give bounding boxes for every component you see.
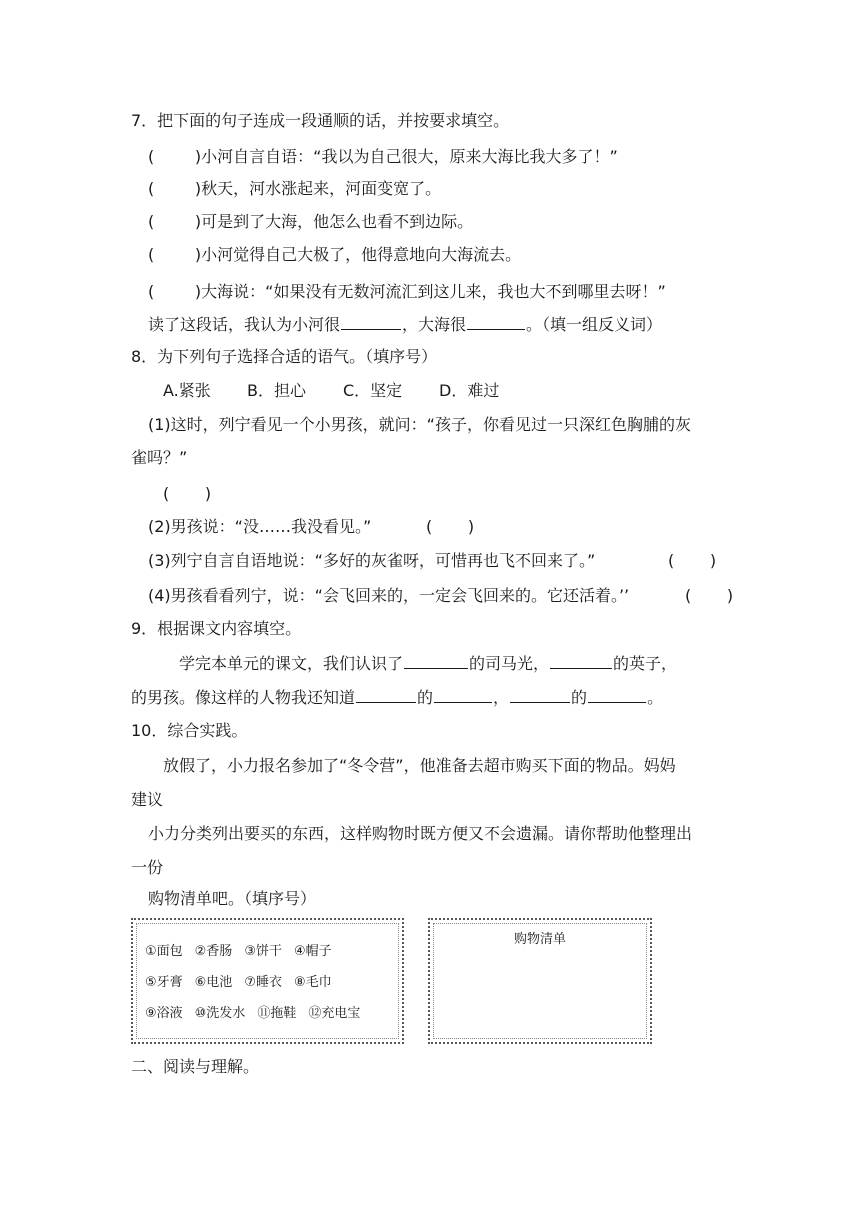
- q10-paragraph-3: 小力分类列出要买的东西，这样购物时既方便又不会遗漏。请你帮助他整理出: [148, 824, 693, 843]
- q7-summary: 读了这段话，我认为小河很 ，大海很 。（填一组反义词）: [148, 315, 663, 334]
- answer-blank[interactable]: [510, 686, 570, 703]
- shopping-list-title: 购物清单: [513, 932, 566, 947]
- option-b: B．担心: [247, 381, 306, 400]
- item: ⑧毛巾: [293, 975, 332, 990]
- answer-paren[interactable]: ( ): [426, 517, 475, 536]
- item: ④帽子: [293, 944, 332, 959]
- q7-item-3: ( )可是到了大海，他怎么也看不到边际。: [148, 212, 474, 231]
- answer-paren[interactable]: ( ): [668, 551, 717, 570]
- q9-line-1: 学完本单元的课文，我们认识了 的司马光， 的英子，: [179, 654, 678, 673]
- item: ⑤牙膏: [145, 975, 183, 990]
- item: ①面包: [145, 944, 183, 959]
- items-row-1: [145, 940, 344, 959]
- option-d: D．难过: [439, 381, 500, 400]
- q8-sentence-3: (3)列宁自言自语地说：“多好的灰雀呀，可惜再也飞不回来了。”: [148, 551, 596, 570]
- answer-paren[interactable]: ( ): [163, 484, 212, 503]
- q10-paragraph-2: 建议: [131, 790, 164, 809]
- items-box: [131, 918, 404, 1044]
- answer-blank[interactable]: [550, 652, 612, 669]
- q8-options: [163, 380, 499, 402]
- q10-title: 10．综合实践。: [131, 721, 248, 740]
- answer-paren[interactable]: ( ): [148, 282, 202, 301]
- q8-sentence-1-line1: (1)这时，列宁看见一个小男孩，就问：“孩子，你看见过一只深红色胸脯的灰: [148, 415, 691, 434]
- answer-blank[interactable]: [404, 652, 468, 669]
- item: ⑪拖鞋: [257, 1006, 297, 1021]
- q8-sentence-1-line2: 雀吗？”: [131, 448, 188, 467]
- section-2-heading: 二、阅读与理解。: [131, 1057, 260, 1076]
- item: ⑨浴液: [145, 1006, 183, 1021]
- items-row-3: [145, 1002, 372, 1021]
- answer-paren[interactable]: ( ): [148, 179, 202, 198]
- answer-paren[interactable]: ( ): [148, 245, 202, 264]
- item: ⑩洗发水: [194, 1006, 246, 1021]
- q8-sentence-4: (4)男孩看看列宁，说：“会飞回来的，一定会飞回来的。它还活着。’’: [148, 586, 630, 605]
- answer-blank[interactable]: [434, 686, 492, 703]
- answer-blank[interactable]: [341, 313, 401, 330]
- q10-paragraph-5: 购物清单吧。（填序号）: [148, 889, 317, 908]
- items-row-2: [145, 971, 344, 990]
- shopping-list-box[interactable]: [428, 918, 652, 1044]
- option-a: A.紧张: [163, 381, 211, 400]
- q10-paragraph-1: 放假了，小力报名参加了“冬令营”，他准备去超市购买下面的物品。妈妈: [163, 756, 676, 775]
- answer-blank[interactable]: [588, 686, 646, 703]
- option-c: C．坚定: [343, 381, 403, 400]
- q10-paragraph-4: 一份: [131, 858, 164, 877]
- item: ⑥电池: [194, 975, 233, 990]
- q8-sentence-2: (2)男孩说：“没……我没看见。”: [148, 517, 372, 536]
- q7-item-4: ( )小河觉得自己大极了，他得意地向大海流去。: [148, 245, 522, 264]
- item: ⑦睡衣: [244, 975, 282, 990]
- answer-paren[interactable]: ( ): [148, 147, 202, 166]
- q9-line-2: 的男孩。像这样的人物我还知道 的 ， 的 。: [131, 688, 664, 707]
- q9-title: 9．根据课文内容填空。: [131, 619, 302, 638]
- q7-item-1: ( )小河自言自语：“我以为自己很大，原来大海比我大多了！”: [148, 147, 618, 166]
- q8-title: 8．为下列句子选择合适的语气。（填序号）: [131, 347, 438, 366]
- item: ②香肠: [194, 944, 233, 959]
- answer-paren[interactable]: ( ): [685, 586, 734, 605]
- answer-blank[interactable]: [467, 313, 525, 330]
- answer-blank[interactable]: [356, 686, 416, 703]
- q7-title: 7．把下面的句子连成一段通顺的话，并按要求填空。: [131, 111, 510, 130]
- q7-item-2: ( )秋天，河水涨起来，河面变宽了。: [148, 179, 442, 198]
- item: ③饼干: [244, 944, 282, 959]
- q7-item-5: ( )大海说：“如果没有无数河流汇到这儿来，我也大不到哪里去呀！”: [148, 282, 666, 301]
- item: ⑫充电宝: [308, 1006, 361, 1021]
- answer-paren[interactable]: ( ): [148, 212, 202, 231]
